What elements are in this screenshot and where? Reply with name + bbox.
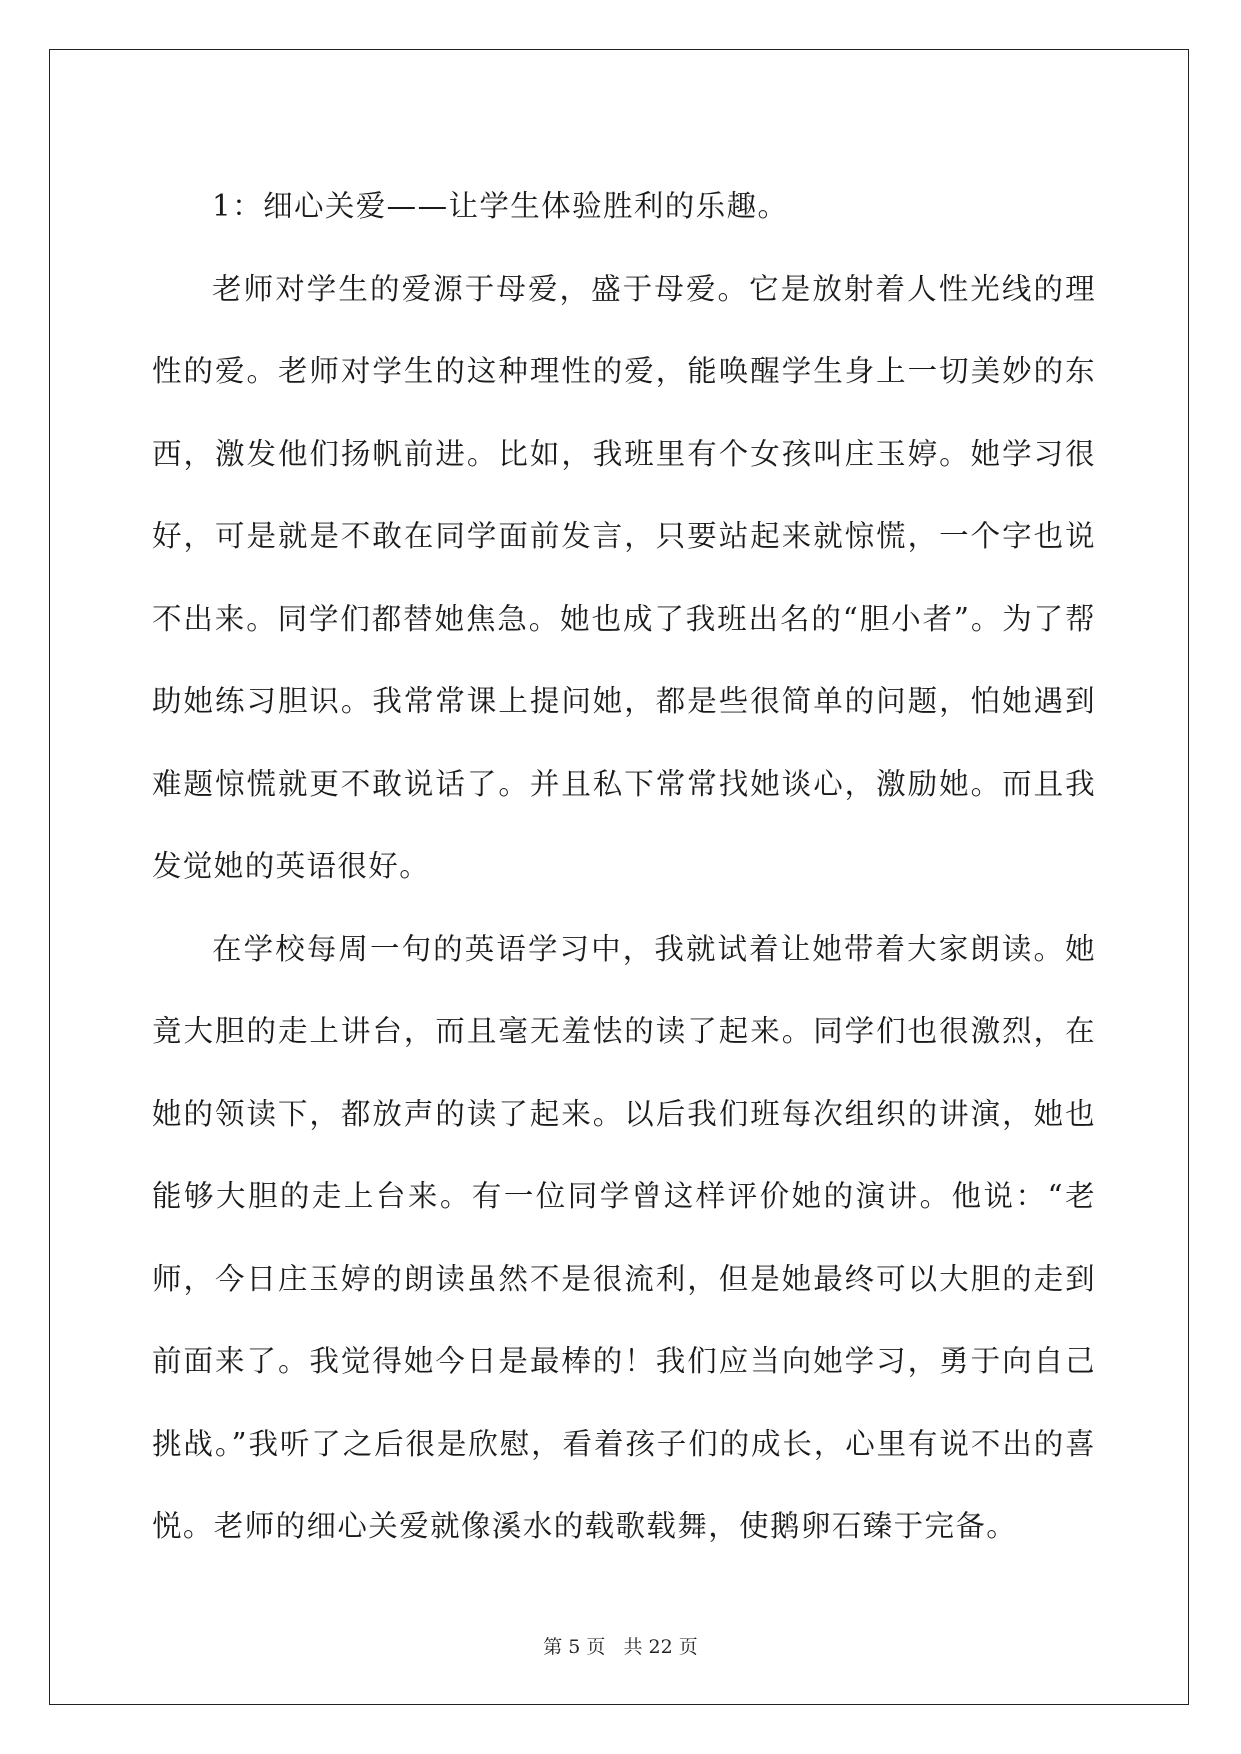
paragraph-2: 在学校每周一句的英语学习中，我就试着让她带着大家朗读。她竟大胆的走上讲台，而且毫无羞怯的读了起来。同学们也很激烈，在她的领读下，都放声的读了起来。以后我们班每次组织的讲演，她也能够大胆的走上台来。有一位同学曾这样评价她的演讲。他说：“老师，今日庄玉婷的朗读虽然不是很流利，但是她最终可以大胆的走到前面来了。我觉得她今日是最棒的！我们应当向她学习，勇于向自己挑战。”我听了之后很是欣慰，看着孩子们的成长，心里有说不出的喜悦。老师的细心关爱就像溪水的载歌载舞，使鹅卵石臻于完备。 (152, 931, 1096, 1543)
page-number: 第 5 页 (543, 1636, 606, 1658)
paragraph-1: 老师对学生的爱源于母爱，盛于母爱。它是放射着人性光线的理性的爱。老师对学生的这种理性的爱，能唤醒学生身上一切美妙的东西，激发他们扬帆前进。比如，我班里有个女孩叫庄玉婷。她学习很好，可是就是不敢在同学面前发言，只要站起来就惊慌，一个字也说不出来。同学们都替她焦急。她也成了我班出名的“胆小者”。为了帮助她练习胆识。我常常课上提问她，都是些很简单的问题，怕她遇到难题惊慌就更不敢说话了。并且私下常常找她谈心，激励她。而且我发觉她的英语很好。 (152, 271, 1096, 883)
section-heading: 1：细心关爱——让学生体验胜利的乐趣。 (212, 189, 789, 223)
total-pages: 共 22 页 (623, 1636, 698, 1658)
document-body (152, 165, 1096, 1568)
page-footer (0, 1632, 1241, 1659)
